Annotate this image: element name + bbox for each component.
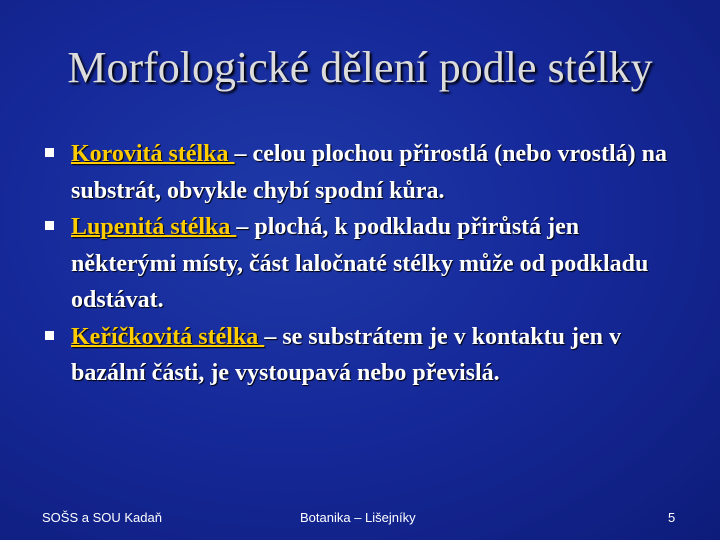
- term-link[interactable]: Korovitá stélka: [71, 141, 235, 167]
- term-link[interactable]: Keříčkovitá stélka: [71, 323, 265, 350]
- square-bullet-icon: [45, 221, 54, 230]
- item-text: – celou plochou přirostlá (nebo vrostlá) na substrát, obvykle chybí spodní kůra.: [71, 141, 668, 204]
- square-bullet-icon: [45, 148, 54, 157]
- page-number: 5: [668, 510, 676, 525]
- list-item: [45, 209, 685, 319]
- item-text: – se substrátem je v kontaktu jen v bazální části, je vystoupavá nebo převislá.: [71, 323, 621, 386]
- square-bullet-icon: [45, 331, 54, 340]
- list-item: [45, 136, 685, 209]
- term-link[interactable]: Lupenitá stélka: [71, 214, 237, 240]
- footer-topic: Botanika – Lišejníky: [300, 510, 416, 525]
- slide-title: Morfologické dělení podle stélky: [67, 43, 653, 92]
- item-text: – plochá, k podkladu přirůstá jen některými místy, část laločnaté stélky může od podkladu odstávat.: [71, 214, 649, 313]
- list-item: [45, 319, 685, 392]
- bullet-list: [45, 136, 685, 392]
- footer-school: SOŠS a SOU Kadaň: [42, 510, 162, 525]
